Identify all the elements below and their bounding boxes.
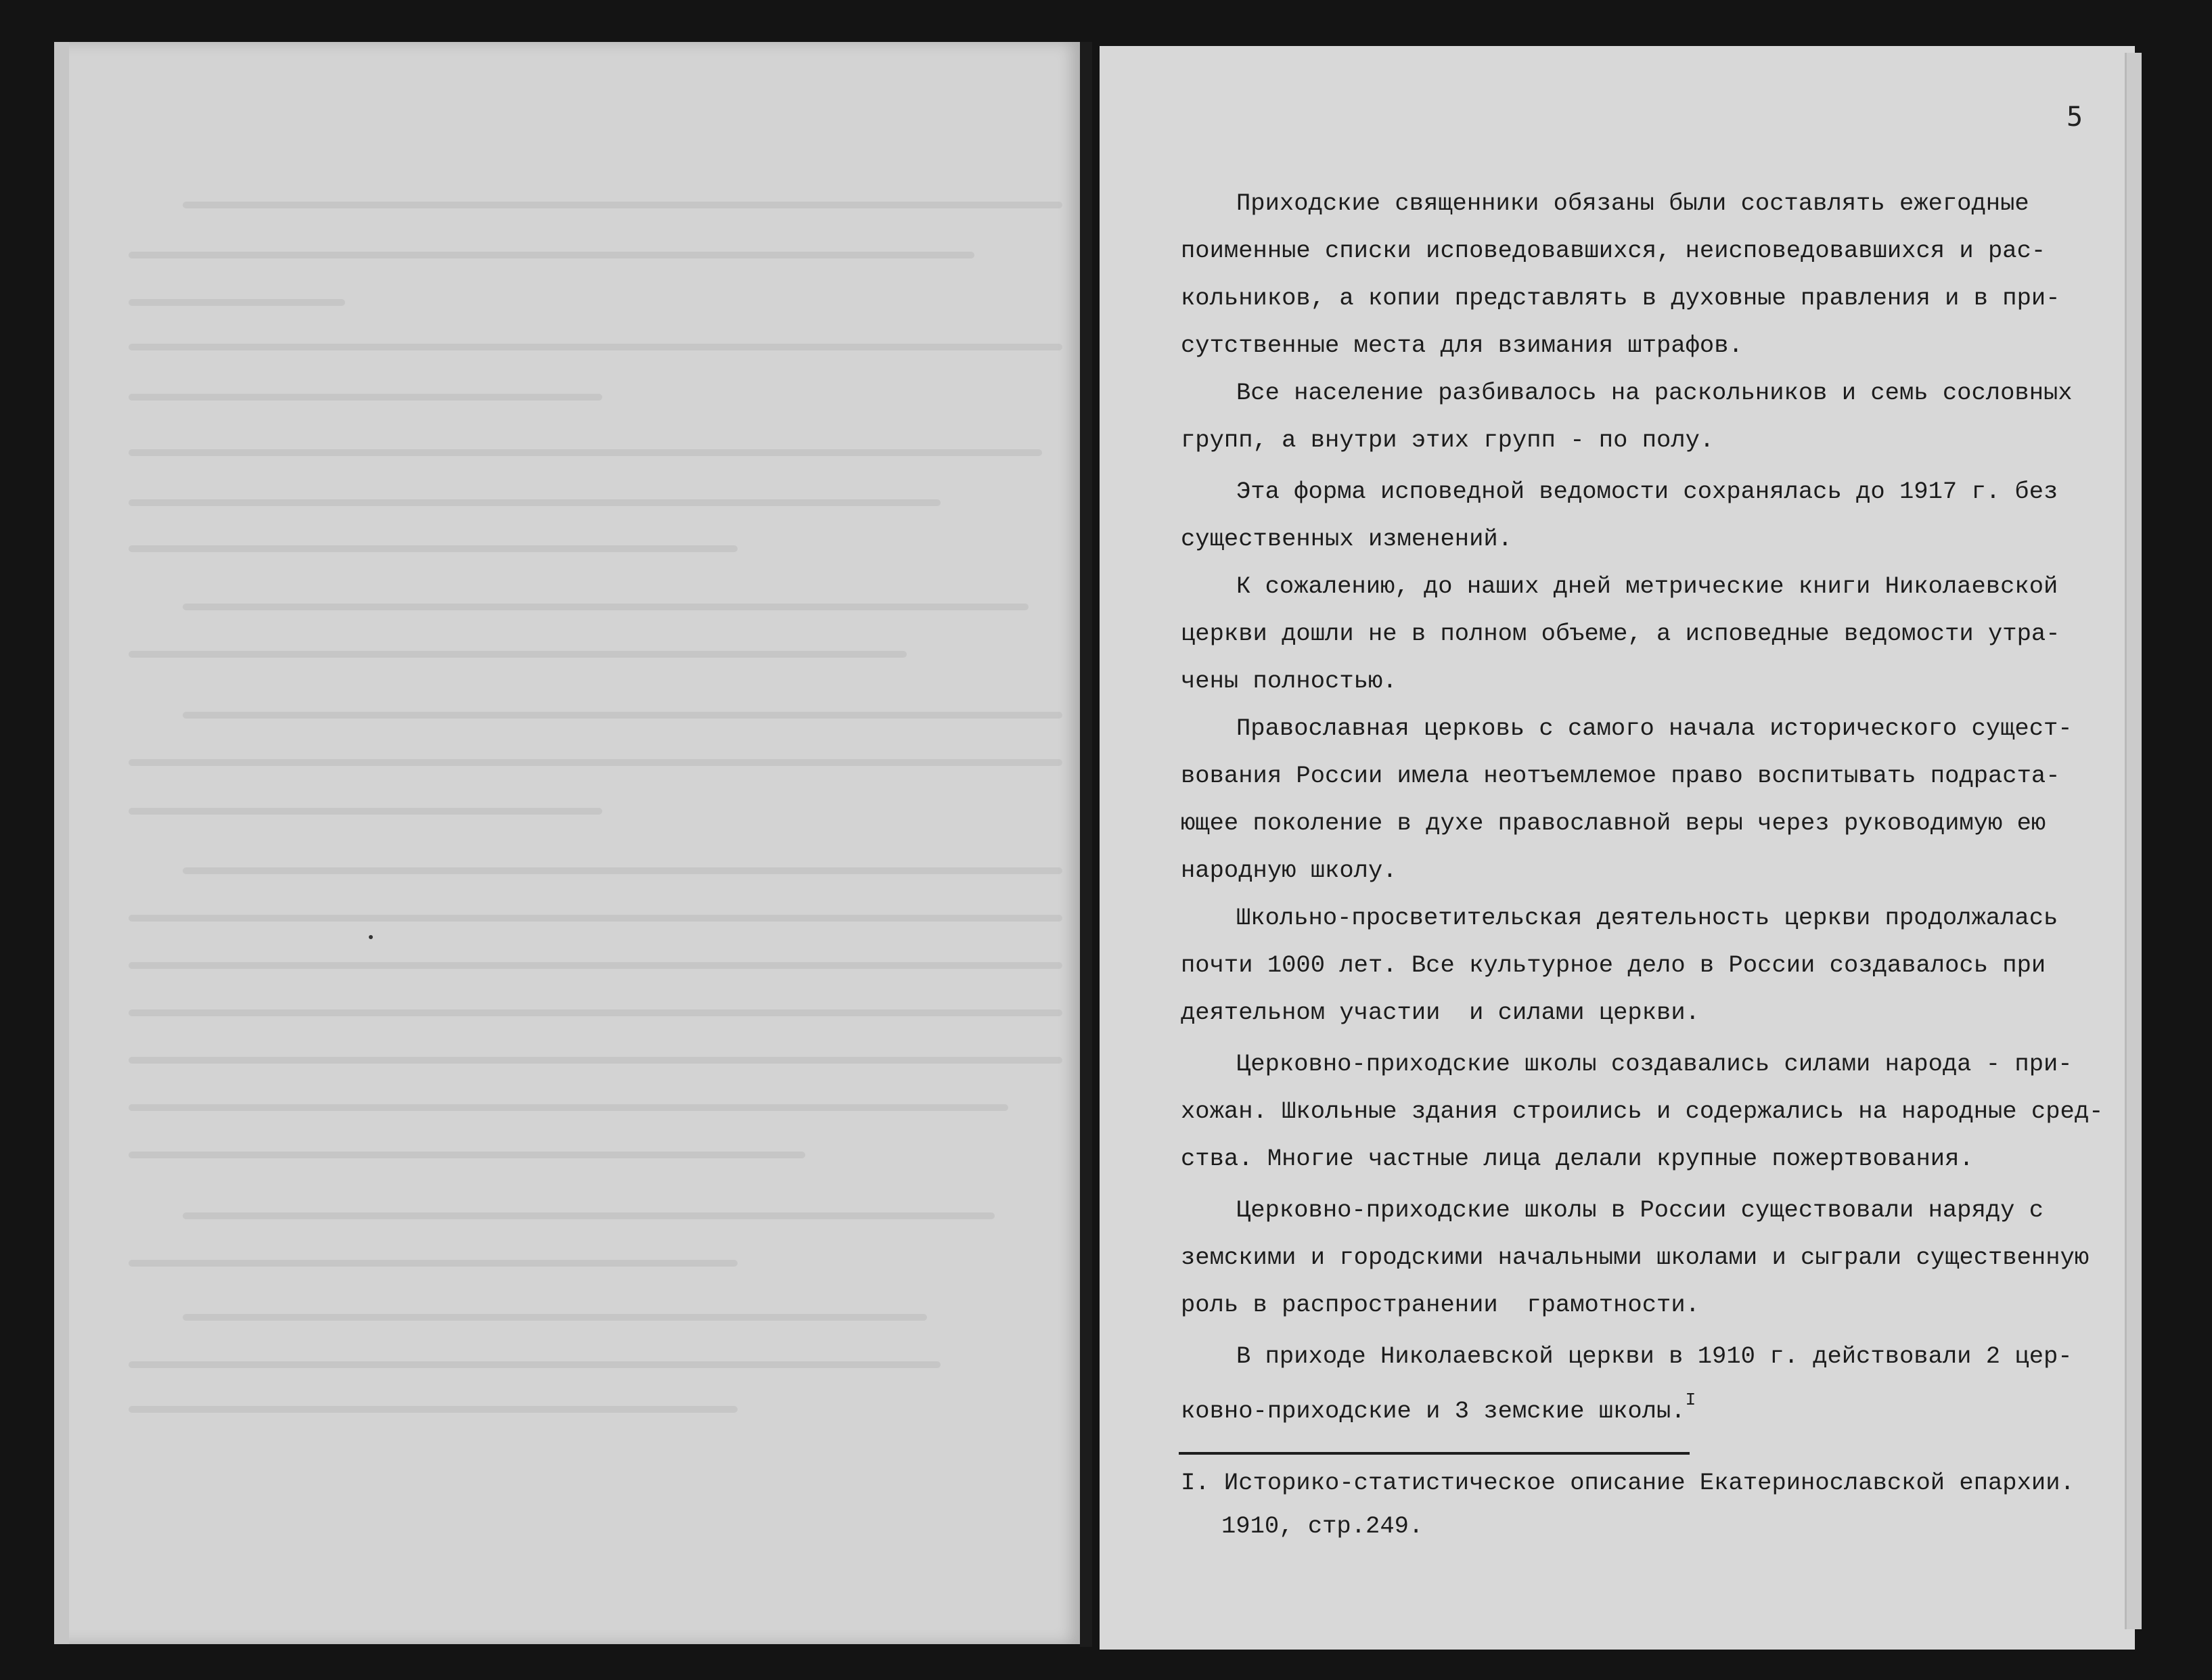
bleed-through-line [129, 545, 738, 552]
bleed-through-line [129, 1152, 805, 1158]
bleed-through-line [129, 759, 1062, 766]
footnote-reference: I [1685, 1390, 1696, 1410]
text-line: Школьно-просветительская деятельность церкви продолжалась [1236, 904, 2058, 932]
text-line: В приходе Николаевской церкви в 1910 г. действовали 2 цер- [1236, 1342, 2073, 1370]
text-line: вования России имела неотъемлемое право воспитывать подраста- [1181, 762, 2060, 790]
bleed-through-line [183, 1314, 927, 1321]
text-line: чены полностью. [1181, 667, 1397, 695]
bleed-through-line [129, 394, 602, 401]
text-line: К сожалению, до наших дней метрические книги Николаевской [1236, 572, 2058, 600]
text-line: народную школу. [1181, 857, 1397, 884]
bleed-through-line [129, 1009, 1062, 1016]
footnote-line: I. Историко-статистическое описание Екатеринославской епархии. [1181, 1469, 2075, 1497]
page-number: 5 [2067, 101, 2083, 133]
text-line: деятельном участии и силами церкви. [1181, 999, 1700, 1026]
text-line: роль в распространении грамотности. [1181, 1291, 1700, 1319]
text-line: почти 1000 лет. Все культурное дело в России создавалось при [1181, 951, 2046, 979]
text-line: кольников, а копии представлять в духовные правления и в при- [1181, 284, 2060, 312]
text-line: ющее поколение в духе православной веры через руководимую ею [1181, 809, 2046, 837]
bleed-through-line [129, 1406, 738, 1413]
text-line: ства. Многие частные лица делали крупные пожертвования. [1181, 1145, 1974, 1173]
text-line: земскими и городскими начальными школами и сыграли существенную [1181, 1244, 2090, 1271]
footnote-line: 1910, стр.249. [1221, 1512, 1424, 1540]
book-spine [1080, 42, 1092, 1647]
bleed-through-line [183, 867, 1062, 874]
text-line: Православная церковь с самого начала исторического сущест- [1236, 714, 2073, 742]
bleed-through-line [129, 962, 1062, 969]
text-fragment: ковно-приходские и 3 земские школы. [1181, 1397, 1686, 1425]
bleed-through-line [129, 1361, 941, 1368]
text-line: существенных изменений. [1181, 525, 1512, 553]
text-line: Приходские священники обязаны были составлять ежегодные [1236, 189, 2029, 217]
bleed-through-line [129, 299, 345, 306]
bleed-through-line [129, 1057, 1062, 1064]
bleed-through-line [129, 499, 941, 506]
footnote [1181, 1461, 2081, 1548]
bleed-through-line [129, 915, 1062, 922]
bleed-through-line [129, 344, 1062, 350]
text-line: Церковно-приходские школы в России существовали наряду с [1236, 1196, 2044, 1224]
bleed-through-line [129, 808, 602, 815]
bleed-through-line [183, 202, 1062, 208]
bleed-through-line [183, 604, 1029, 610]
left-page [54, 42, 1081, 1644]
paper-speck [369, 935, 373, 939]
text-line: групп, а внутри этих групп - по полу. [1181, 426, 1715, 454]
left-page-edge [54, 42, 69, 1644]
text-line: поименные списки исповедовавшихся, неисповедовавшихся и рас- [1181, 237, 2046, 265]
bleed-through-line [183, 712, 1062, 719]
text-line: сутственные места для взимания штрафов. [1181, 332, 1743, 359]
bleed-through-line [183, 1212, 995, 1219]
bleed-through-line [129, 252, 974, 258]
text-line: церкви дошли не в полном объеме, а исповедные ведомости утра- [1181, 620, 2060, 648]
bleed-through-line [129, 651, 907, 658]
typed-body-text [1181, 180, 2104, 1428]
text-line-with-footnote [1181, 1380, 2060, 1428]
text-line: Церковно-приходские школы создавались силами народа - при- [1236, 1050, 2073, 1078]
right-page-edge [2125, 53, 2142, 1629]
bleed-through-line [129, 449, 1042, 456]
text-line: Все население разбивалось на раскольников и семь сословных [1236, 379, 2073, 407]
footnote-divider [1179, 1452, 1690, 1455]
text-line: Эта форма исповедной ведомости сохранялась до 1917 г. без [1236, 478, 2058, 505]
bleed-through-line [129, 1260, 738, 1267]
text-line: хожан. Школьные здания строились и содержались на народные сред- [1181, 1097, 2104, 1125]
bleed-through-line [129, 1104, 1008, 1111]
